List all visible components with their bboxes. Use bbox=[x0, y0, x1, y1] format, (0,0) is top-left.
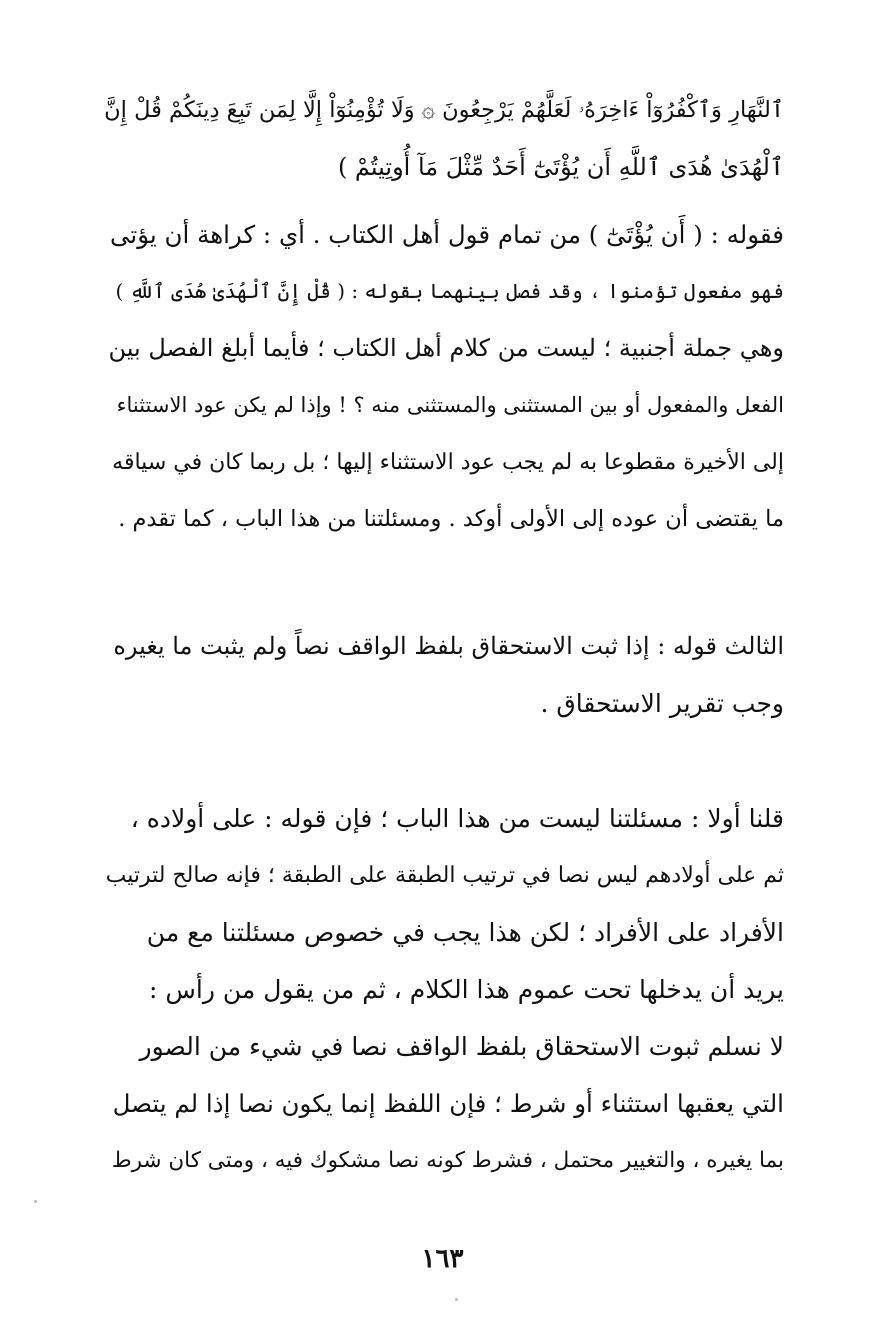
text-line: الأفراد على الأفراد ؛ لكن هذا يجب في خصوص مسئلتنا مع من bbox=[146, 918, 784, 947]
paragraph-2 bbox=[104, 618, 784, 732]
text-line: لا نسلم ثبوت الاستحقاق بلفظ الواقف نصا في شيء من الصور bbox=[139, 1032, 784, 1061]
text-line: فهو مفعول تؤمنوا ، وقد فصل بينهما بقوله : ( قُلْ إِنَّ ٱلْهُدَىٰ هُدَى ٱللَّهِ ) bbox=[115, 279, 784, 303]
text-line: التي يعقبها استثناء أو شرط ؛ فإن اللفظ إنما يكون نصا إذا لم يتصل bbox=[112, 1089, 784, 1118]
scan-speck bbox=[34, 1200, 37, 1203]
text-line: وجب تقرير الاستحقاق . bbox=[540, 689, 784, 718]
text-line: بما يغيره ، والتغيير محتمل ، فشرط كونه نصا مشكوك فيه ، ومتى كان شرط bbox=[111, 1148, 784, 1173]
text-line: الفعل والمفعول أو بين المستثنى والمستثنى منه ؟ ! وإذا لم يكن عود الاستثناء bbox=[116, 393, 784, 417]
paragraph-3 bbox=[104, 790, 784, 1189]
text-line: وهي جملة أجنبية ؛ ليست من كلام أهل الكتاب ؛ فأيما أبلغ الفصل بين bbox=[108, 334, 784, 362]
text-line: يريد أن يدخلها تحت عموم هذا الكلام ، ثم من يقول من رأس : bbox=[149, 975, 784, 1004]
text-line: قلنا أولا : مسئلتنا ليست من هذا الباب ؛ فإن قوله : على أولاده ، bbox=[130, 804, 784, 833]
quran-verse-block bbox=[104, 82, 784, 196]
scan-speck bbox=[455, 1298, 458, 1301]
text-line: الثالث قوله : إذا ثبت الاستحقاق بلفظ الواقف نصاً ولم يثبت ما يغيره bbox=[113, 632, 784, 660]
text-line: إلى الأخيرة مقطوعا به لم يجب عود الاستثناء إليها ؛ بل ربما كان في سياقه bbox=[112, 450, 784, 475]
verse-line: ٱلْهُدَىٰ هُدَى ٱللَّهِ أَن يُؤْتَىٰٓ أَحَدٌ مِّثْلَ مَآ أُوتِيتُمْ ) bbox=[337, 153, 784, 181]
text-line: ما يقتضى أن عوده إلى الأولى أوكد . ومسئلتنا من هذا الباب ، كما تقدم . bbox=[118, 506, 784, 532]
page-number: ١٦٣ bbox=[421, 1244, 464, 1274]
text-line: ثم على أولادهم ليس نصا في ترتيب الطبقة على الطبقة ؛ فإنه صالح لترتيب bbox=[105, 863, 784, 888]
paragraph-1 bbox=[104, 206, 784, 548]
verse-line: ٱلنَّهَارِ وَٱكْفُرُوٓاْ ءَاخِرَهُۥ لَعَلَّهُمْ يَرْجِعُونَ ۞ وَلَا تُؤْمِنُوٓاْ إِلَّا لِمَن تَبِعَ دِينَكُمْ قُلْ إِنَّ bbox=[104, 97, 784, 123]
text-line: فقوله : ( أَن يُؤْتَىٰٓ ) من تمام قول أهل الكتاب . أي : كراهة أن يؤتى bbox=[109, 220, 784, 249]
